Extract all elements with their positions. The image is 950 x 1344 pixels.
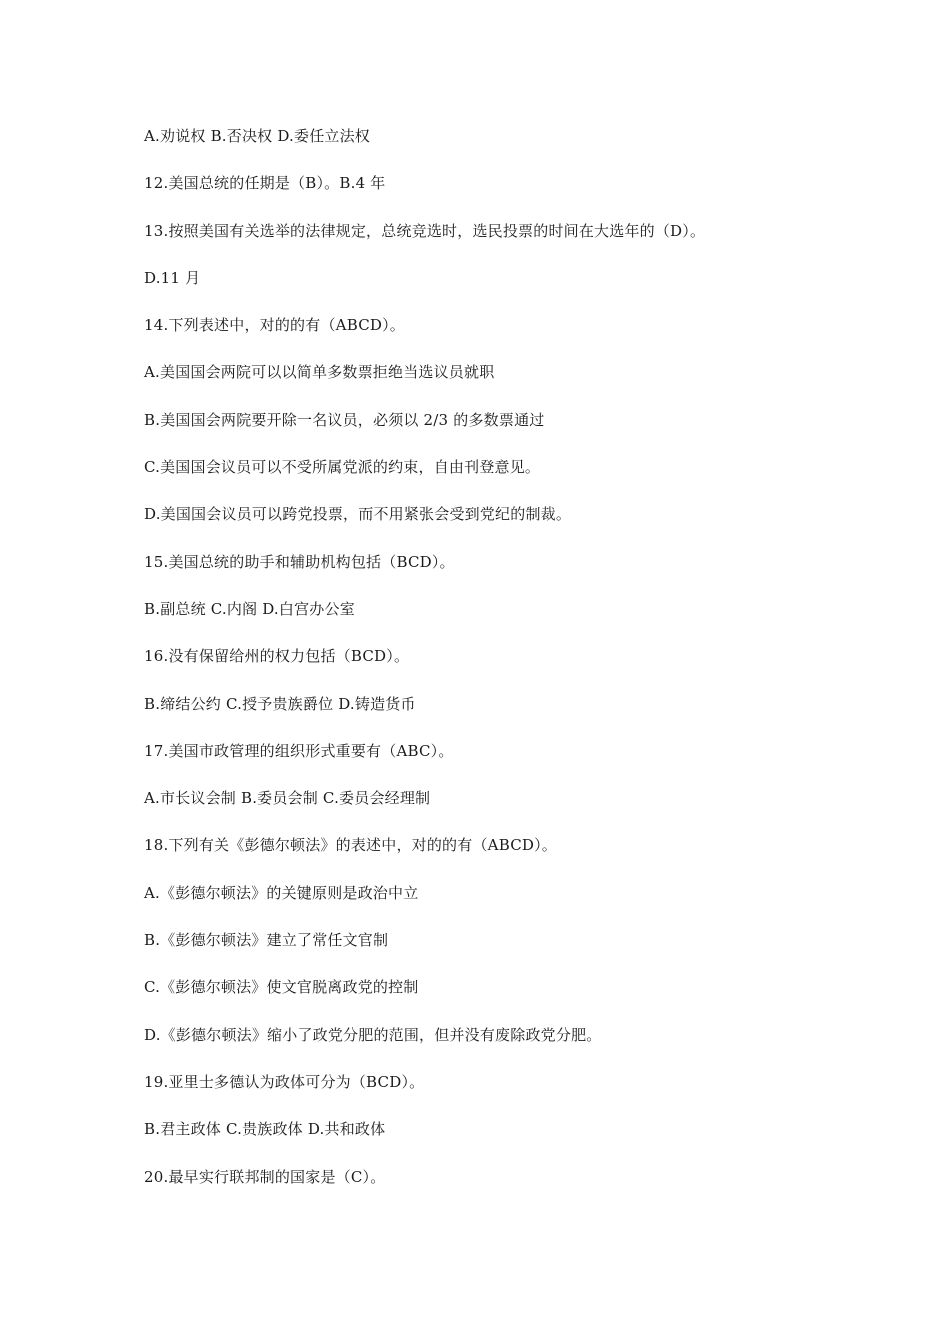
text-line: 18.下列有关《彭德尔顿法》的表述中，对的的有（ABCD）。: [144, 836, 557, 855]
text-line: 17.美国市政管理的组织形式重要有（ABC）。: [144, 741, 454, 760]
text-line: 20.最早实行联邦制的国家是（C）。: [144, 1167, 386, 1186]
text-line: 15.美国总统的助手和辅助机构包括（BCD）。: [144, 552, 455, 571]
text-line: B.美国国会两院要开除一名议员，必须以 2/3 的多数票通过: [144, 410, 545, 429]
text-line: C.美国国会议员可以不受所属党派的约束，自由刊登意见。: [144, 458, 541, 477]
text-line: A.劝说权 B.否决权 D.委任立法权: [144, 127, 370, 145]
document-body: [144, 124, 904, 1212]
text-line: 19.亚里士多德认为政体可分为（BCD）。: [144, 1072, 425, 1091]
text-line: C.《彭德尔顿法》使文官脱离政党的控制: [144, 978, 419, 997]
text-line: B.《彭德尔顿法》建立了常任文官制: [144, 931, 389, 950]
text-line: B.缔结公约 C.授予贵族爵位 D.铸造货币: [144, 694, 416, 713]
text-line: D.《彭德尔顿法》缩小了政党分肥的范围，但并没有废除政党分肥。: [144, 1025, 602, 1044]
text-line: 12.美国总统的任期是（B）。B.4 年: [144, 174, 386, 193]
text-line: 14.下列表述中，对的的有（ABCD）。: [144, 316, 405, 335]
text-line: A.《彭德尔顿法》的关键原则是政治中立: [144, 883, 419, 902]
text-line: D.美国国会议员可以跨党投票，而不用紧张会受到党纪的制裁。: [144, 505, 572, 524]
text-line: B.君主政体 C.贵族政体 D.共和政体: [144, 1120, 386, 1139]
text-line: B.副总统 C.内阁 D.白宫办公室: [144, 599, 355, 618]
text-line: D.11 月: [144, 268, 201, 287]
text-line: A.市长议会制 B.委员会制 C.委员会经理制: [144, 789, 431, 808]
text-line: 13.按照美国有关选举的法律规定，总统竞选时，选民投票的时间在大选年的（D）。: [144, 221, 706, 240]
text-line: 16.没有保留给州的权力包括（BCD）。: [144, 647, 410, 666]
text-line: A.美国国会两院可以以简单多数票拒绝当选议员就职: [144, 363, 495, 382]
